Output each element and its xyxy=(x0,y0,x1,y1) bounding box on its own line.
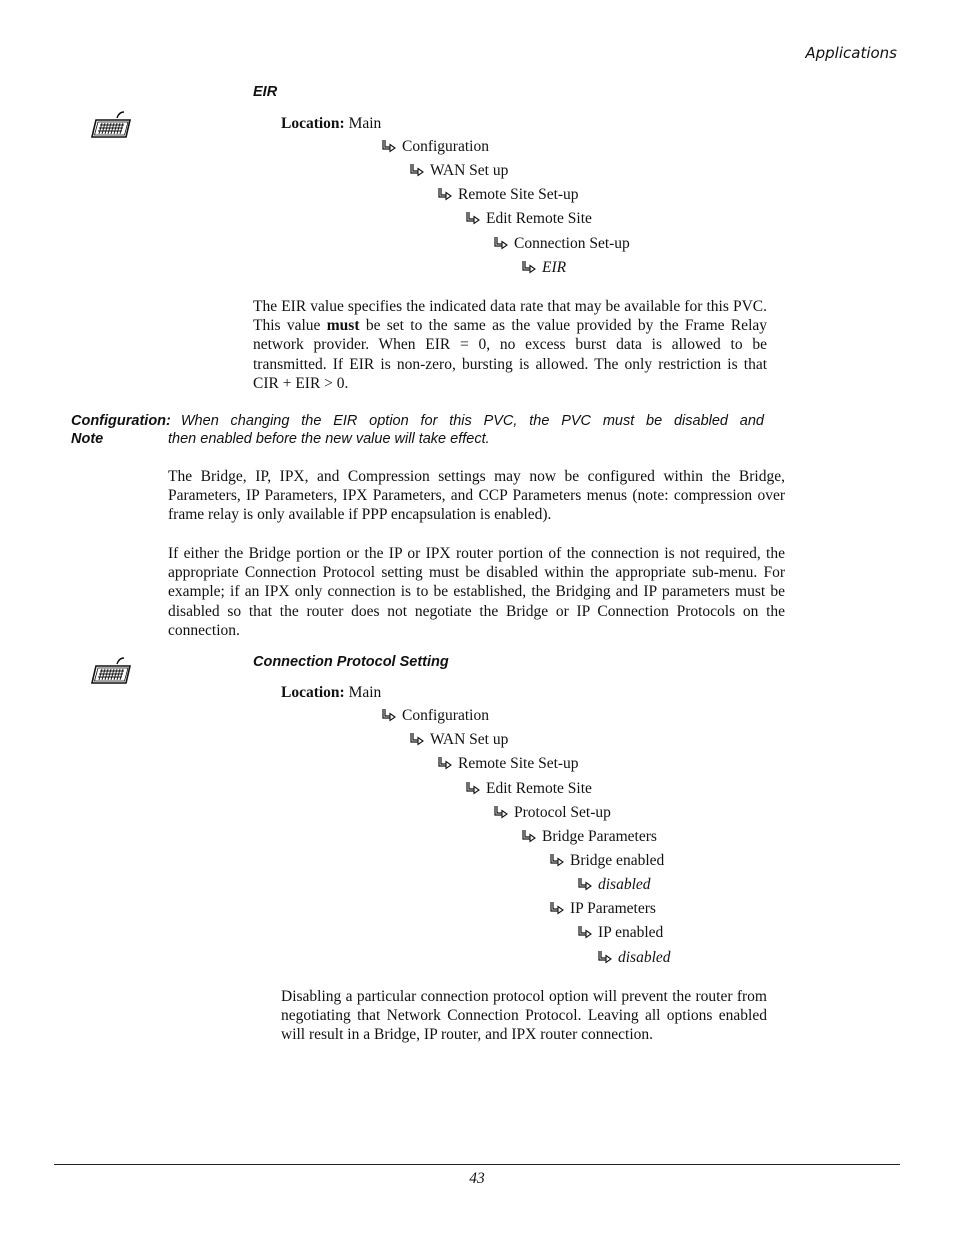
footer-rule xyxy=(54,1164,900,1165)
hook-arrow-icon xyxy=(436,756,453,773)
menu-path-step xyxy=(380,707,489,725)
menu-path-label: Bridge enabled xyxy=(570,852,665,869)
menu-path-step xyxy=(576,876,651,894)
menu-path-step xyxy=(520,828,657,846)
location-line xyxy=(281,115,381,133)
hook-arrow-icon xyxy=(520,829,537,846)
section-title-eir: EIR xyxy=(253,84,278,100)
menu-path-step xyxy=(436,186,579,204)
location-root: Main xyxy=(348,115,382,132)
menu-path-step xyxy=(596,949,671,967)
location-label: Location: xyxy=(281,115,345,132)
configuration-note xyxy=(71,412,764,448)
page-number: 43 xyxy=(469,1170,485,1187)
menu-path-step xyxy=(492,235,630,253)
hook-arrow-icon xyxy=(380,708,397,725)
menu-path-step xyxy=(408,731,508,749)
note-text: then enabled before the new value will take effect. xyxy=(168,431,490,447)
note-text: When changing the EIR option for this PVC, the PVC must be disabled and xyxy=(180,413,764,429)
menu-path-label: Edit Remote Site xyxy=(486,780,592,797)
menu-path-label: Remote Site Set-up xyxy=(458,186,579,203)
menu-path-label: Remote Site Set-up xyxy=(458,755,579,772)
section-title-connection-protocol: Connection Protocol Setting xyxy=(253,654,449,670)
hook-arrow-icon xyxy=(380,139,397,156)
menu-path-label: Configuration xyxy=(402,707,489,724)
menu-path-value: EIR xyxy=(542,259,567,276)
connection-protocol-description: Disabling a particular connection protocol option will prevent the router from negotiating that Network Connection Protocol. Leaving all options enabled will result in a Bridge, IP router, and IPX router connection. xyxy=(281,988,767,1044)
menu-path-label: Configuration xyxy=(402,138,489,155)
hook-arrow-icon xyxy=(548,901,565,918)
menu-path-step xyxy=(548,900,656,918)
menu-path-step xyxy=(464,780,592,798)
hook-arrow-icon xyxy=(548,853,565,870)
menu-path-label: Protocol Set-up xyxy=(514,804,611,821)
hook-arrow-icon xyxy=(520,260,537,277)
menu-path-label: Edit Remote Site xyxy=(486,210,592,227)
menu-path-step xyxy=(520,259,566,277)
hook-arrow-icon xyxy=(492,236,509,253)
menu-path-label: IP Parameters xyxy=(570,900,656,917)
menu-path-value: disabled xyxy=(598,876,651,893)
location-root: Main xyxy=(348,684,382,701)
menu-path-label: Bridge Parameters xyxy=(542,828,657,845)
hook-arrow-icon xyxy=(408,163,425,180)
menu-path-step xyxy=(576,924,663,942)
hook-arrow-icon xyxy=(576,925,593,942)
keyboard-icon xyxy=(90,110,132,140)
menu-path-step xyxy=(380,138,489,156)
menu-path-step xyxy=(548,852,664,870)
menu-path-label: IP enabled xyxy=(598,924,664,941)
body-paragraph: If either the Bridge portion or the IP or IPX router portion of the connection is not required, the appropriate Connection Protocol setting must be disabled within the appropriate sub-menu. For example; if an IPX only connection is to be established, the Bridging and IP parameters must be disabled so that the router does not negotiate the Bridge or IP Connection Protocols on the connection. xyxy=(168,545,785,639)
menu-path-step xyxy=(408,162,508,180)
menu-path-value: disabled xyxy=(618,949,671,966)
menu-path-label: WAN Set up xyxy=(430,162,509,179)
menu-path-label: WAN Set up xyxy=(430,731,509,748)
hook-arrow-icon xyxy=(464,781,481,798)
eir-description: The EIR value specifies the indicated data rate that may be available for this PVC. This value must be set to the same as the value provided by the Frame Relay network provider. When EIR = 0, no excess burst data is allowed to be transmitted. If EIR is non-zero, bursting is allowed. The only restriction is that CIR + EIR > 0. xyxy=(253,298,768,392)
menu-path-label: Connection Set-up xyxy=(514,235,630,252)
keyboard-icon xyxy=(90,656,132,686)
note-label: Note xyxy=(71,431,104,447)
location-line xyxy=(281,684,381,702)
menu-path-step xyxy=(436,755,579,773)
hook-arrow-icon xyxy=(492,805,509,822)
running-header: Applications xyxy=(805,44,897,62)
menu-path-step xyxy=(464,210,592,228)
hook-arrow-icon xyxy=(436,187,453,204)
hook-arrow-icon xyxy=(464,211,481,228)
hook-arrow-icon xyxy=(576,877,593,894)
note-label: Configuration: xyxy=(71,413,171,429)
menu-path-step xyxy=(492,804,611,822)
body-paragraph: The Bridge, IP, IPX, and Compression settings may now be configured within the Bridge, Parameters, IP Parameters, IPX Parameters, and CCP Parameters menus (note: compression over frame relay is only available if PPP encapsulation is enabled). xyxy=(168,468,785,524)
hook-arrow-icon xyxy=(596,950,613,967)
location-label: Location: xyxy=(281,684,345,701)
hook-arrow-icon xyxy=(408,732,425,749)
